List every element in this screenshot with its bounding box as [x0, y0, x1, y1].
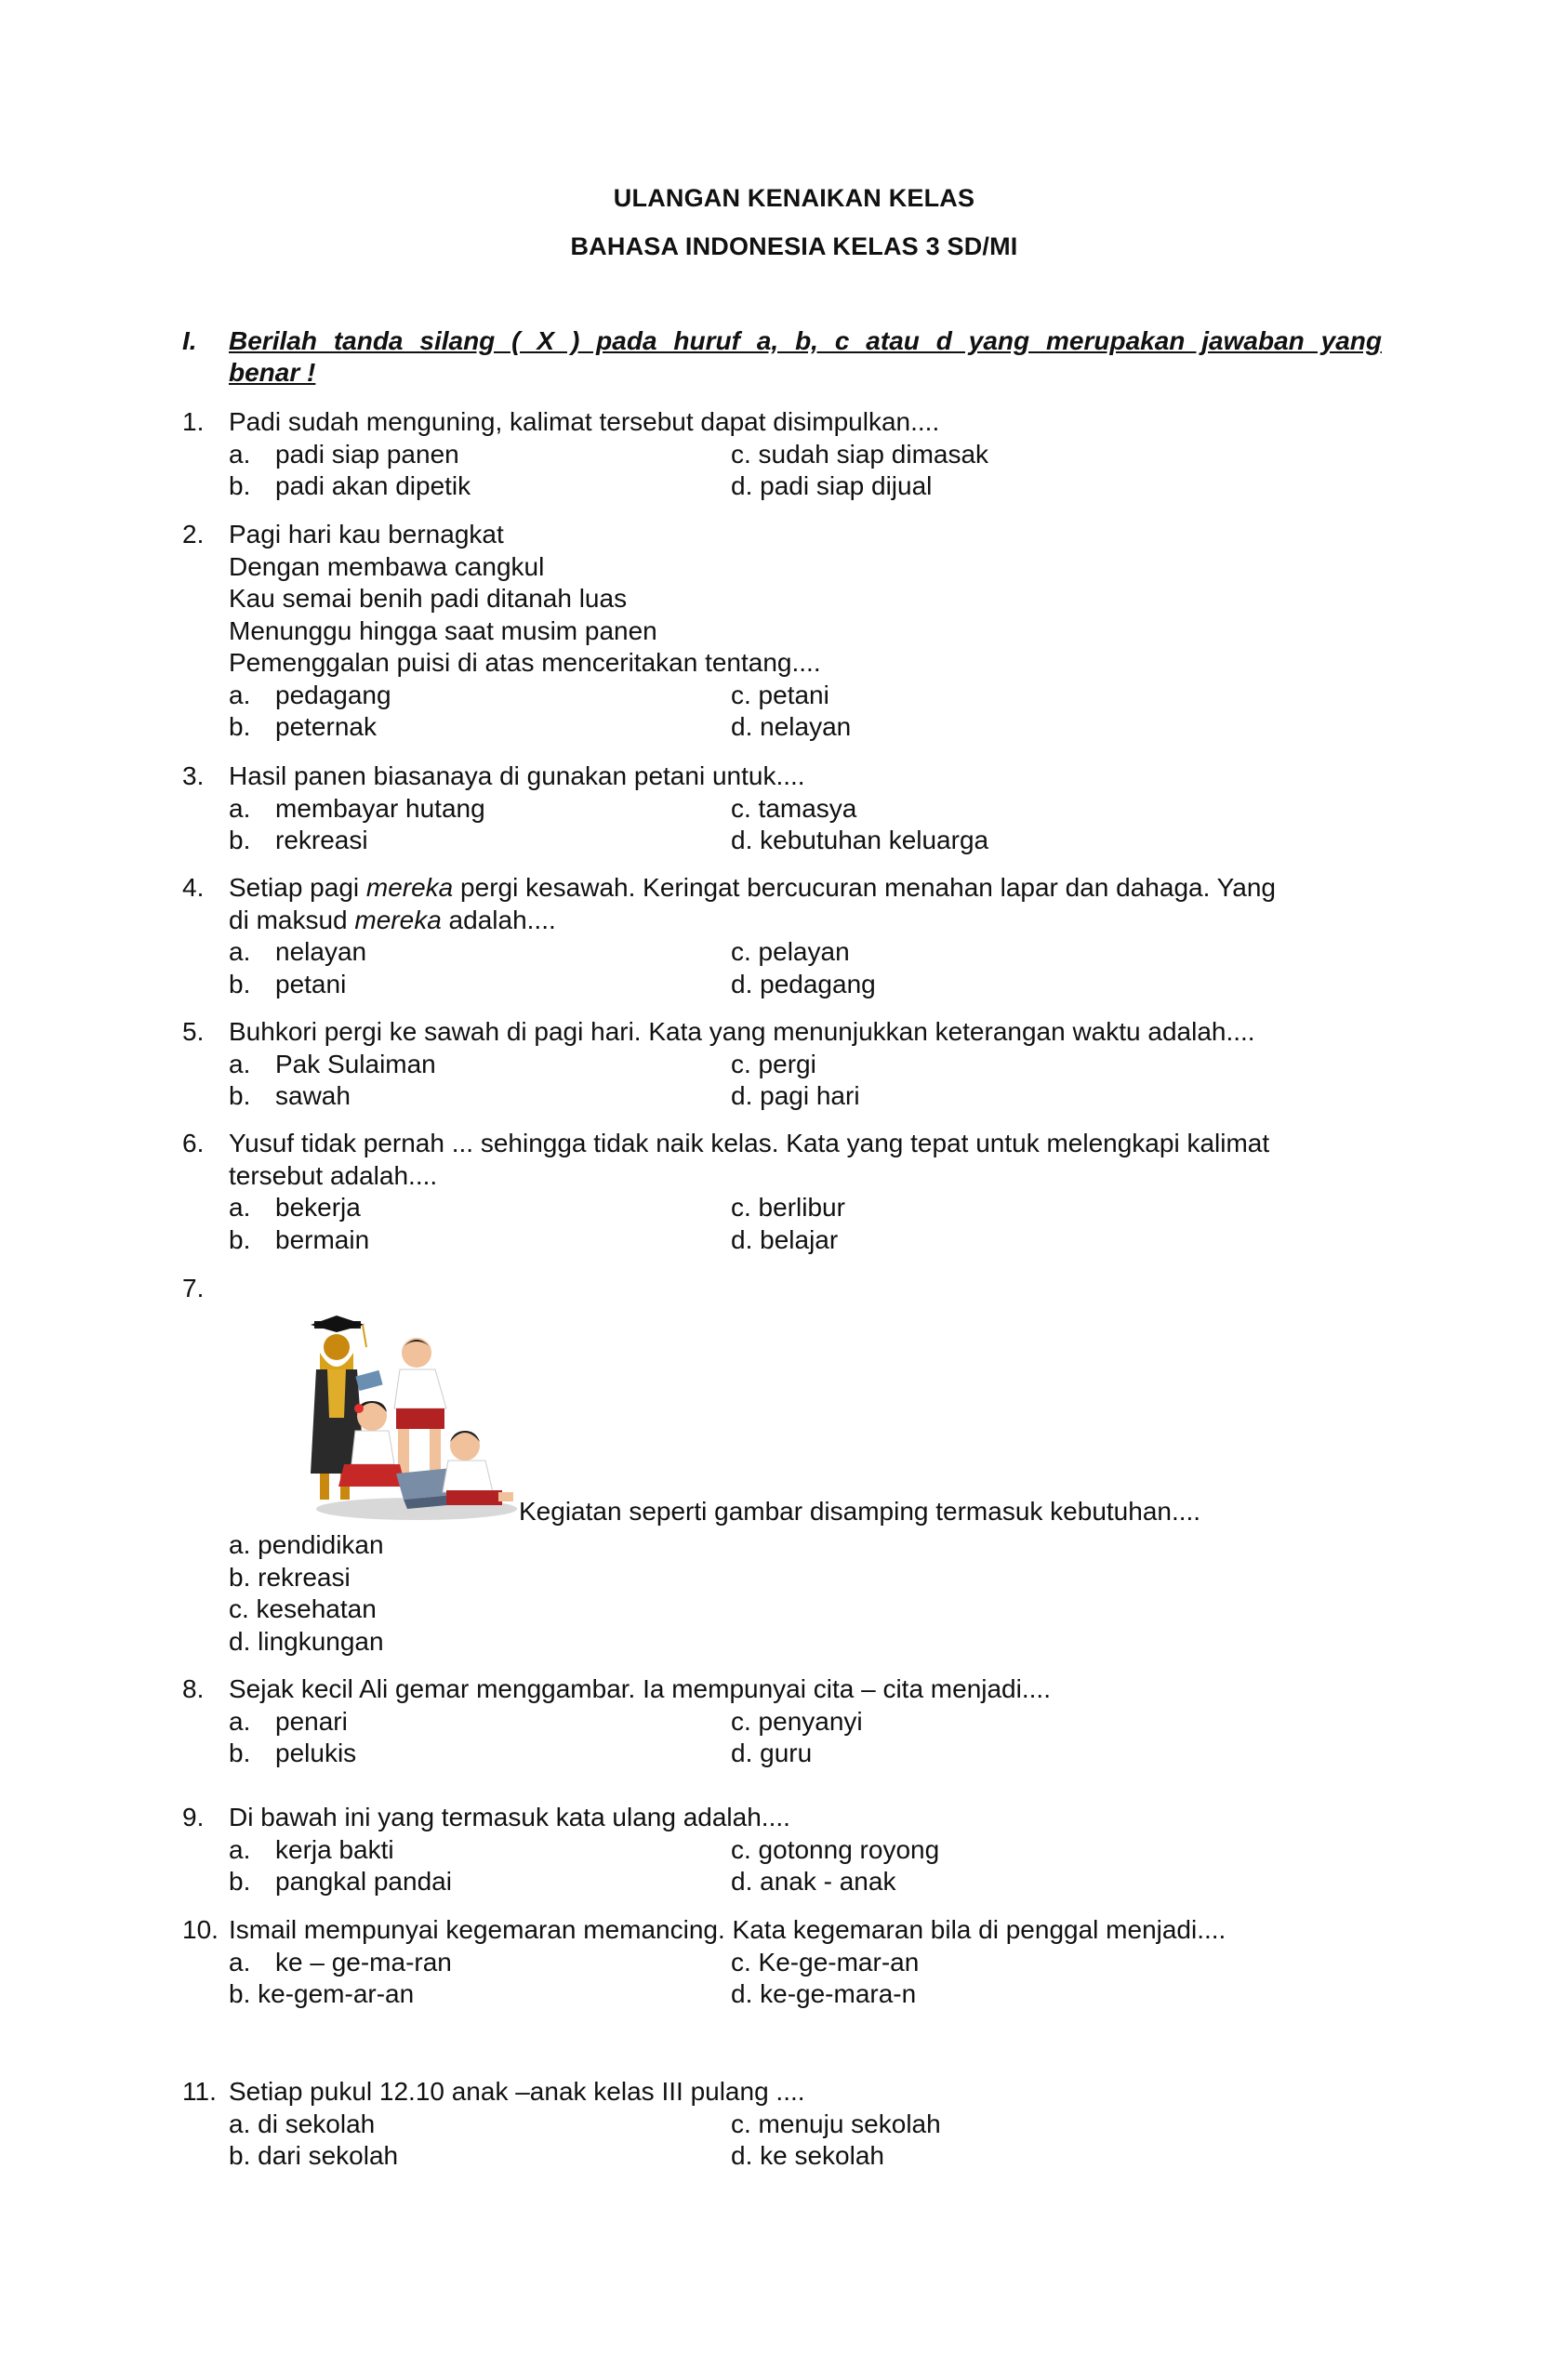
option-d[interactable]: d. ke-ge-mara-n — [731, 1979, 917, 2008]
option-c[interactable]: c. sudah siap dimasak — [731, 439, 989, 469]
question-7-options — [182, 1529, 1382, 1658]
options — [229, 680, 1382, 744]
options — [229, 1049, 1382, 1113]
option-a[interactable]: a. ke – ge-ma-ran — [229, 1947, 452, 1977]
option-c[interactable]: c. Ke-ge-mar-an — [731, 1947, 920, 1977]
question-text: Setiap pukul 12.10 anak –anak kelas III pulang .... — [229, 2077, 805, 2106]
question-number: 6. — [182, 1129, 205, 1157]
option-a[interactable]: a. pedagang — [229, 680, 391, 709]
option-a[interactable]: a. penari — [229, 1706, 348, 1736]
option-d[interactable]: d. ke sekolah — [731, 2141, 884, 2170]
option-b[interactable]: b. petani — [229, 969, 347, 998]
option-d[interactable]: d. anak - anak — [731, 1867, 896, 1896]
question-text: Di bawah ini yang termasuk kata ulang adalah.... — [229, 1803, 790, 1831]
question-text-line2: tersebut adalah.... — [229, 1160, 438, 1190]
question-9 — [182, 1802, 1382, 1898]
options — [229, 1192, 1382, 1256]
option-c[interactable]: c. petani — [731, 680, 829, 709]
option-c[interactable]: c. pelayan — [731, 937, 850, 966]
question-number: 10. — [182, 1915, 219, 1944]
poem-line: Pagi hari kau bernagkat — [229, 520, 504, 549]
options — [229, 439, 1382, 503]
question-10 — [182, 1914, 1382, 2011]
option-a[interactable]: a. kerja bakti — [229, 1834, 394, 1864]
question-number: 3. — [182, 761, 205, 790]
option-b[interactable]: b. pangkal pandai — [229, 1867, 452, 1896]
option-c[interactable]: c. kesehatan — [229, 1594, 377, 1623]
option-b[interactable]: b. bermain — [229, 1224, 370, 1254]
options — [229, 936, 1382, 1000]
question-number: 1. — [182, 407, 205, 436]
question-number: 9. — [182, 1803, 205, 1831]
option-b[interactable]: b. sawah — [229, 1081, 351, 1110]
instruction-text-line1: Berilah tanda silang ( X ) pada huruf a, b, c atau d yang merupakan jawaban yang — [229, 326, 1382, 355]
options — [229, 1834, 1382, 1898]
question-text: Hasil panen biasanaya di gunakan petani untuk.... — [229, 761, 805, 790]
option-b[interactable]: b. dari sekolah — [229, 2141, 399, 2170]
option-a[interactable]: a. bekerja — [229, 1193, 361, 1222]
question-text: Buhkori pergi ke sawah di pagi hari. Kata yang menunjukkan keterangan waktu adalah.... — [229, 1017, 1255, 1046]
question-number: 4. — [182, 873, 205, 902]
exam-subtitle: BAHASA INDONESIA KELAS 3 SD/MI — [570, 232, 1018, 260]
option-d[interactable]: d. pedagang — [731, 969, 876, 998]
option-b[interactable]: b. ke-gem-ar-an — [229, 1979, 415, 2008]
option-d[interactable]: d. guru — [731, 1739, 813, 1767]
option-c[interactable]: c. berlibur — [731, 1193, 845, 1222]
poem-line: Kau semai benih padi ditanah luas — [229, 584, 628, 613]
question-number: 11. — [182, 2077, 217, 2106]
option-b[interactable]: b. rekreasi — [229, 826, 368, 854]
question-6 — [182, 1128, 1382, 1256]
option-d[interactable]: d. nelayan — [731, 712, 852, 741]
option-a[interactable]: a. Pak Sulaiman — [229, 1049, 436, 1078]
question-number: 5. — [182, 1017, 205, 1046]
option-a[interactable]: a. pendidikan — [229, 1530, 384, 1559]
question-text: Padi sudah menguning, kalimat tersebut dapat disimpulkan.... — [229, 407, 940, 436]
question-8 — [182, 1673, 1382, 1770]
question-2 — [182, 519, 1382, 744]
option-d[interactable]: d. belajar — [731, 1224, 839, 1254]
option-b[interactable]: b. padi akan dipetik — [229, 471, 471, 500]
question-text: Sejak kecil Ali gemar menggambar. Ia mempunyai cita – cita menjadi.... — [229, 1674, 1051, 1703]
question-5 — [182, 1016, 1382, 1113]
option-a[interactable]: a. membayar hutang — [229, 793, 485, 823]
question-number: 2. — [182, 520, 205, 549]
poem-line: Menunggu hingga saat musim panen — [229, 615, 657, 645]
section-instruction — [182, 325, 1382, 389]
question-11 — [182, 2076, 1382, 2173]
option-a[interactable]: a. di sekolah — [229, 2109, 376, 2138]
option-b[interactable]: b. rekreasi — [229, 1562, 351, 1592]
question-text: Ismail mempunyai kegemaran memancing. Kata kegemaran bila di penggal menjadi.... — [229, 1915, 1226, 1944]
question-number: 8. — [182, 1674, 205, 1703]
options — [229, 1706, 1382, 1770]
option-c[interactable]: c. gotonng royong — [731, 1834, 940, 1864]
poem-line: Dengan membawa cangkul — [229, 551, 545, 581]
question-text-line2: di maksud mereka adalah.... — [229, 905, 556, 934]
option-c[interactable]: c. pergi — [731, 1049, 816, 1078]
option-a[interactable]: a. padi siap panen — [229, 439, 459, 469]
question-1 — [182, 406, 1382, 503]
section-number: I. — [182, 326, 197, 355]
option-d[interactable]: d. pagi hari — [731, 1081, 860, 1110]
option-d[interactable]: d. padi siap dijual — [731, 471, 933, 500]
question-text-line1: Setiap pagi mereka pergi kesawah. Keringat bercucuran menahan lapar dan dahaga. Yang — [229, 873, 1276, 902]
question-7-prompt: Kegiatan seperti gambar disamping termasuk kebutuhan.... — [519, 1497, 1201, 1526]
options — [229, 1947, 1382, 2011]
question-text: Pemenggalan puisi di atas menceritakan tentang.... — [229, 648, 821, 677]
question-4 — [182, 872, 1382, 1000]
option-d[interactable]: d. lingkungan — [229, 1626, 384, 1656]
option-a[interactable]: a. nelayan — [229, 937, 367, 966]
options — [229, 793, 1382, 857]
option-b[interactable]: b. peternak — [229, 712, 377, 741]
teacher-students-laptop-illustration — [307, 1316, 521, 1525]
question-number: 7. — [182, 1274, 205, 1302]
instruction-text-line2: benar ! — [229, 358, 316, 387]
option-d[interactable]: d. kebutuhan keluarga — [731, 826, 989, 854]
option-c[interactable]: c. menuju sekolah — [731, 2109, 941, 2138]
question-3 — [182, 760, 1382, 857]
options — [229, 2109, 1382, 2173]
exam-title: ULANGAN KENAIKAN KELAS — [613, 184, 975, 212]
option-c[interactable]: c. tamasya — [731, 793, 857, 823]
option-b[interactable]: b. pelukis — [229, 1739, 357, 1767]
question-text-line1: Yusuf tidak pernah ... sehingga tidak naik kelas. Kata yang tepat untuk melengkapi kalimat — [229, 1129, 1270, 1157]
option-c[interactable]: c. penyanyi — [731, 1706, 863, 1736]
